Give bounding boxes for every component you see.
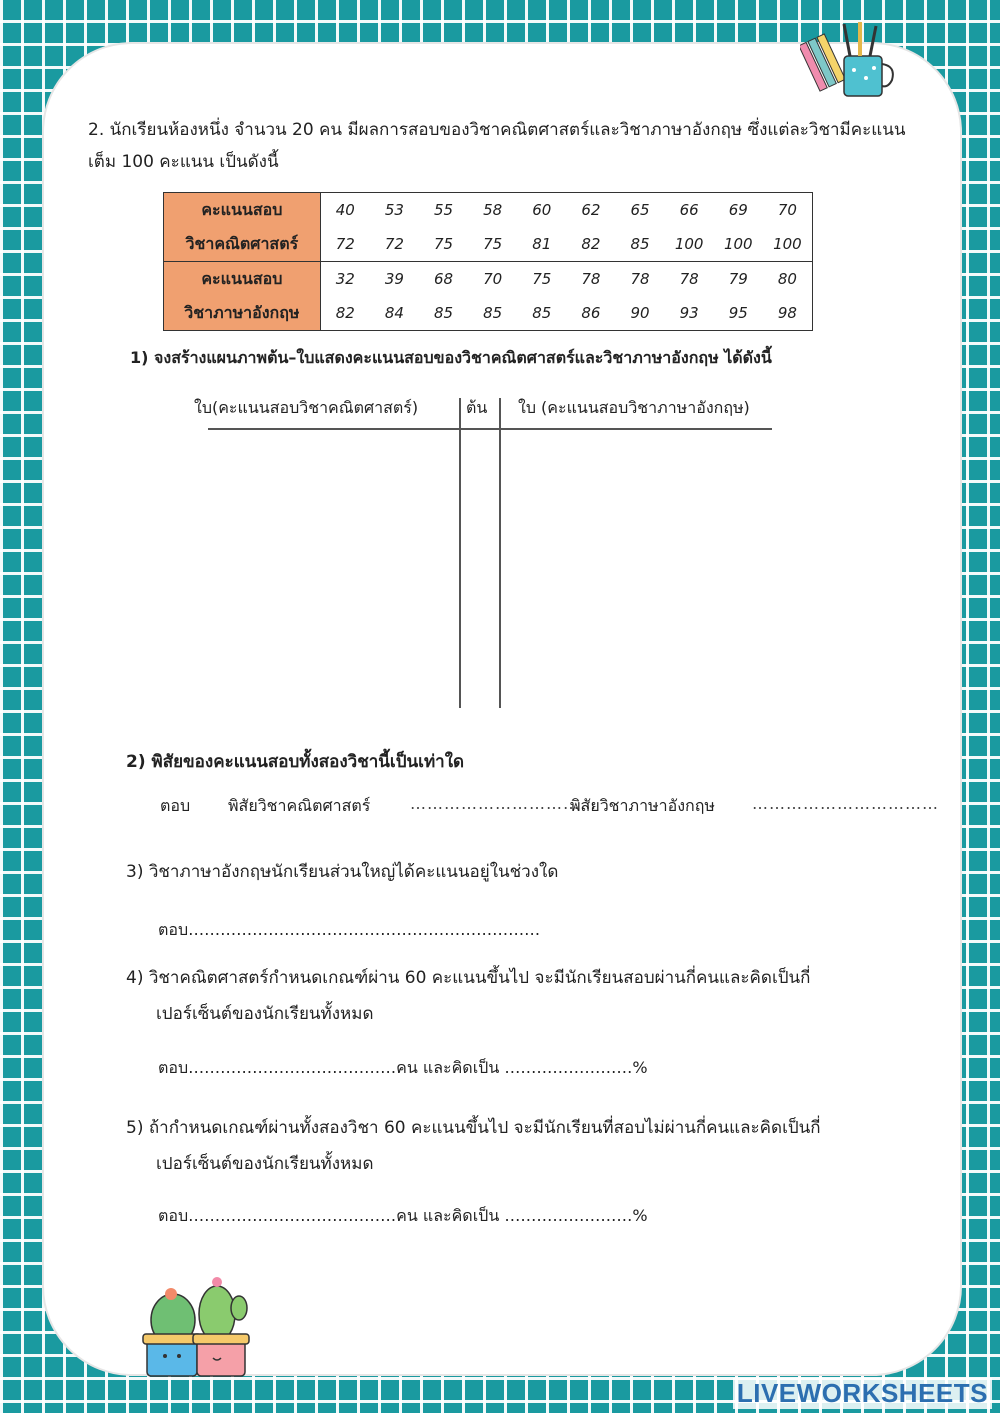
table-cell: 53 (384, 201, 404, 219)
table-cell: 75 (468, 227, 517, 262)
table-cell: 40 (335, 201, 355, 219)
stem-leaf-right-header: ใบ (คะแนนสอบวิชาภาษาอังกฤษ) (518, 398, 750, 417)
table-cell: 85 (615, 227, 664, 262)
table-cell: 66 (679, 201, 699, 219)
sub-question-5-line-2: เปอร์เซ็นต์ของนักเรียนทั้งหมด (156, 1154, 374, 1174)
table-cell: 98 (777, 304, 797, 322)
table-cell: 78 (679, 270, 699, 288)
table-cell: 85 (483, 304, 503, 322)
table-cell: 95 (728, 304, 748, 322)
table-cell: 68 (433, 270, 454, 288)
table-cell: 100 (714, 227, 763, 262)
table-cell: 79 (728, 270, 748, 288)
score-table (163, 192, 813, 331)
sub-question-4-line-1: 4) วิชาคณิตศาสตร์กำหนดเกณฑ์ผ่าน 60 คะแนนขึ้นไป จะมีนักเรียนสอบผ่านกี่คนและคิดเป็นกี่ (126, 968, 811, 988)
stem-leaf-horizontal-line (208, 428, 772, 430)
table-cell: 90 (630, 304, 650, 322)
table-cell: 65 (630, 201, 650, 219)
table-cell: 85 (532, 304, 552, 322)
table-cell: 70 (483, 270, 503, 288)
table-cell: 81 (517, 227, 566, 262)
sub-question-3: 3) วิชาภาษาอังกฤษนักเรียนส่วนใหญ่ได้คะแนนอยู่ในช่วงใด (126, 862, 559, 882)
table-cell: 82 (335, 304, 355, 322)
math-range-label: พิสัยวิชาคณิตศาสตร์ (228, 796, 371, 815)
table-cell: 100 (763, 227, 813, 262)
table-cell: 100 (665, 227, 714, 262)
answer-5[interactable]: ตอบ…………………………………คน และคิดเป็น ……………………% (158, 1206, 648, 1225)
table-cell: 75 (419, 227, 468, 262)
table-cell: 58 (483, 201, 503, 219)
table-cell: 75 (532, 270, 552, 288)
sub-question-4-line-2: เปอร์เซ็นต์ของนักเรียนทั้งหมด (156, 1004, 374, 1024)
eng-label-1: คะแนนสอบ (164, 262, 321, 297)
pencil-mug-icon (800, 18, 900, 98)
stem-leaf-left-header: ใบ(คะแนนสอบวิชาคณิตศาสตร์) (194, 398, 419, 417)
table-cell: 80 (777, 270, 797, 288)
table-cell: 72 (320, 227, 370, 262)
table-cell: 78 (581, 270, 601, 288)
sub-question-1: 1) จงสร้างแผนภาพต้น–ใบแสดงคะแนนสอบของวิชาคณิตศาสตร์และวิชาภาษาอังกฤษ ได้ดังนี้ (130, 348, 772, 367)
cactus-pots-icon (135, 1268, 265, 1388)
sub-question-2: 2) พิสัยของคะแนนสอบทั้งสองวิชานี้เป็นเท่าใด (126, 752, 465, 772)
table-cell: 69 (728, 201, 748, 219)
table-cell: 93 (679, 304, 699, 322)
table-cell: 78 (630, 270, 650, 288)
table-cell: 55 (433, 201, 454, 219)
answer-3[interactable]: ตอบ………………………………………………………… (158, 920, 541, 939)
table-cell: 86 (581, 304, 601, 322)
eng-range-blank[interactable]: …………………………… (752, 794, 939, 813)
eng-label-2: วิชาภาษาอังกฤษ (164, 296, 321, 331)
stem-leaf-stem-header: ต้น (466, 398, 488, 417)
sub-question-5-line-1: 5) ถ้ากำหนดเกณฑ์ผ่านทั้งสองวิชา 60 คะแนนขึ้นไป จะมีนักเรียนที่สอบไม่ผ่านกี่คนและคิดเป็นกี่ (126, 1118, 821, 1138)
eng-range-label: พิสัยวิชาภาษาอังกฤษ (570, 796, 715, 815)
question-line-1: 2. นักเรียนห้องหนึ่ง จำนวน 20 คน มีผลการสอบของวิชาคณิตศาสตร์และวิชาภาษาอังกฤษ ซึ่งแต่ละวิชามีคะแนน (88, 120, 906, 140)
answer-4[interactable]: ตอบ…………………………………คน และคิดเป็น ……………………% (158, 1058, 648, 1077)
question-line-2: เต็ม 100 คะแนน เป็นดังนี้ (88, 152, 279, 172)
table-cell: 72 (370, 227, 419, 262)
table-cell: 60 (532, 201, 552, 219)
table-cell: 62 (581, 201, 601, 219)
table-cell: 70 (777, 201, 797, 219)
math-label-1: คะแนนสอบ (164, 193, 321, 228)
answer-label-2: ตอบ (160, 796, 191, 815)
brand-watermark: LIVEWORKSHEETS (733, 1378, 992, 1409)
math-label-2: วิชาคณิตศาสตร์ (164, 227, 321, 262)
stem-leaf-right-divider (499, 398, 501, 708)
stem-leaf-left-divider (459, 398, 461, 708)
table-cell: 39 (384, 270, 404, 288)
table-cell: 32 (335, 270, 355, 288)
table-cell: 84 (384, 304, 404, 322)
math-range-blank[interactable]: …………………………… (410, 794, 597, 813)
table-cell: 85 (433, 304, 454, 322)
table-cell: 82 (566, 227, 615, 262)
